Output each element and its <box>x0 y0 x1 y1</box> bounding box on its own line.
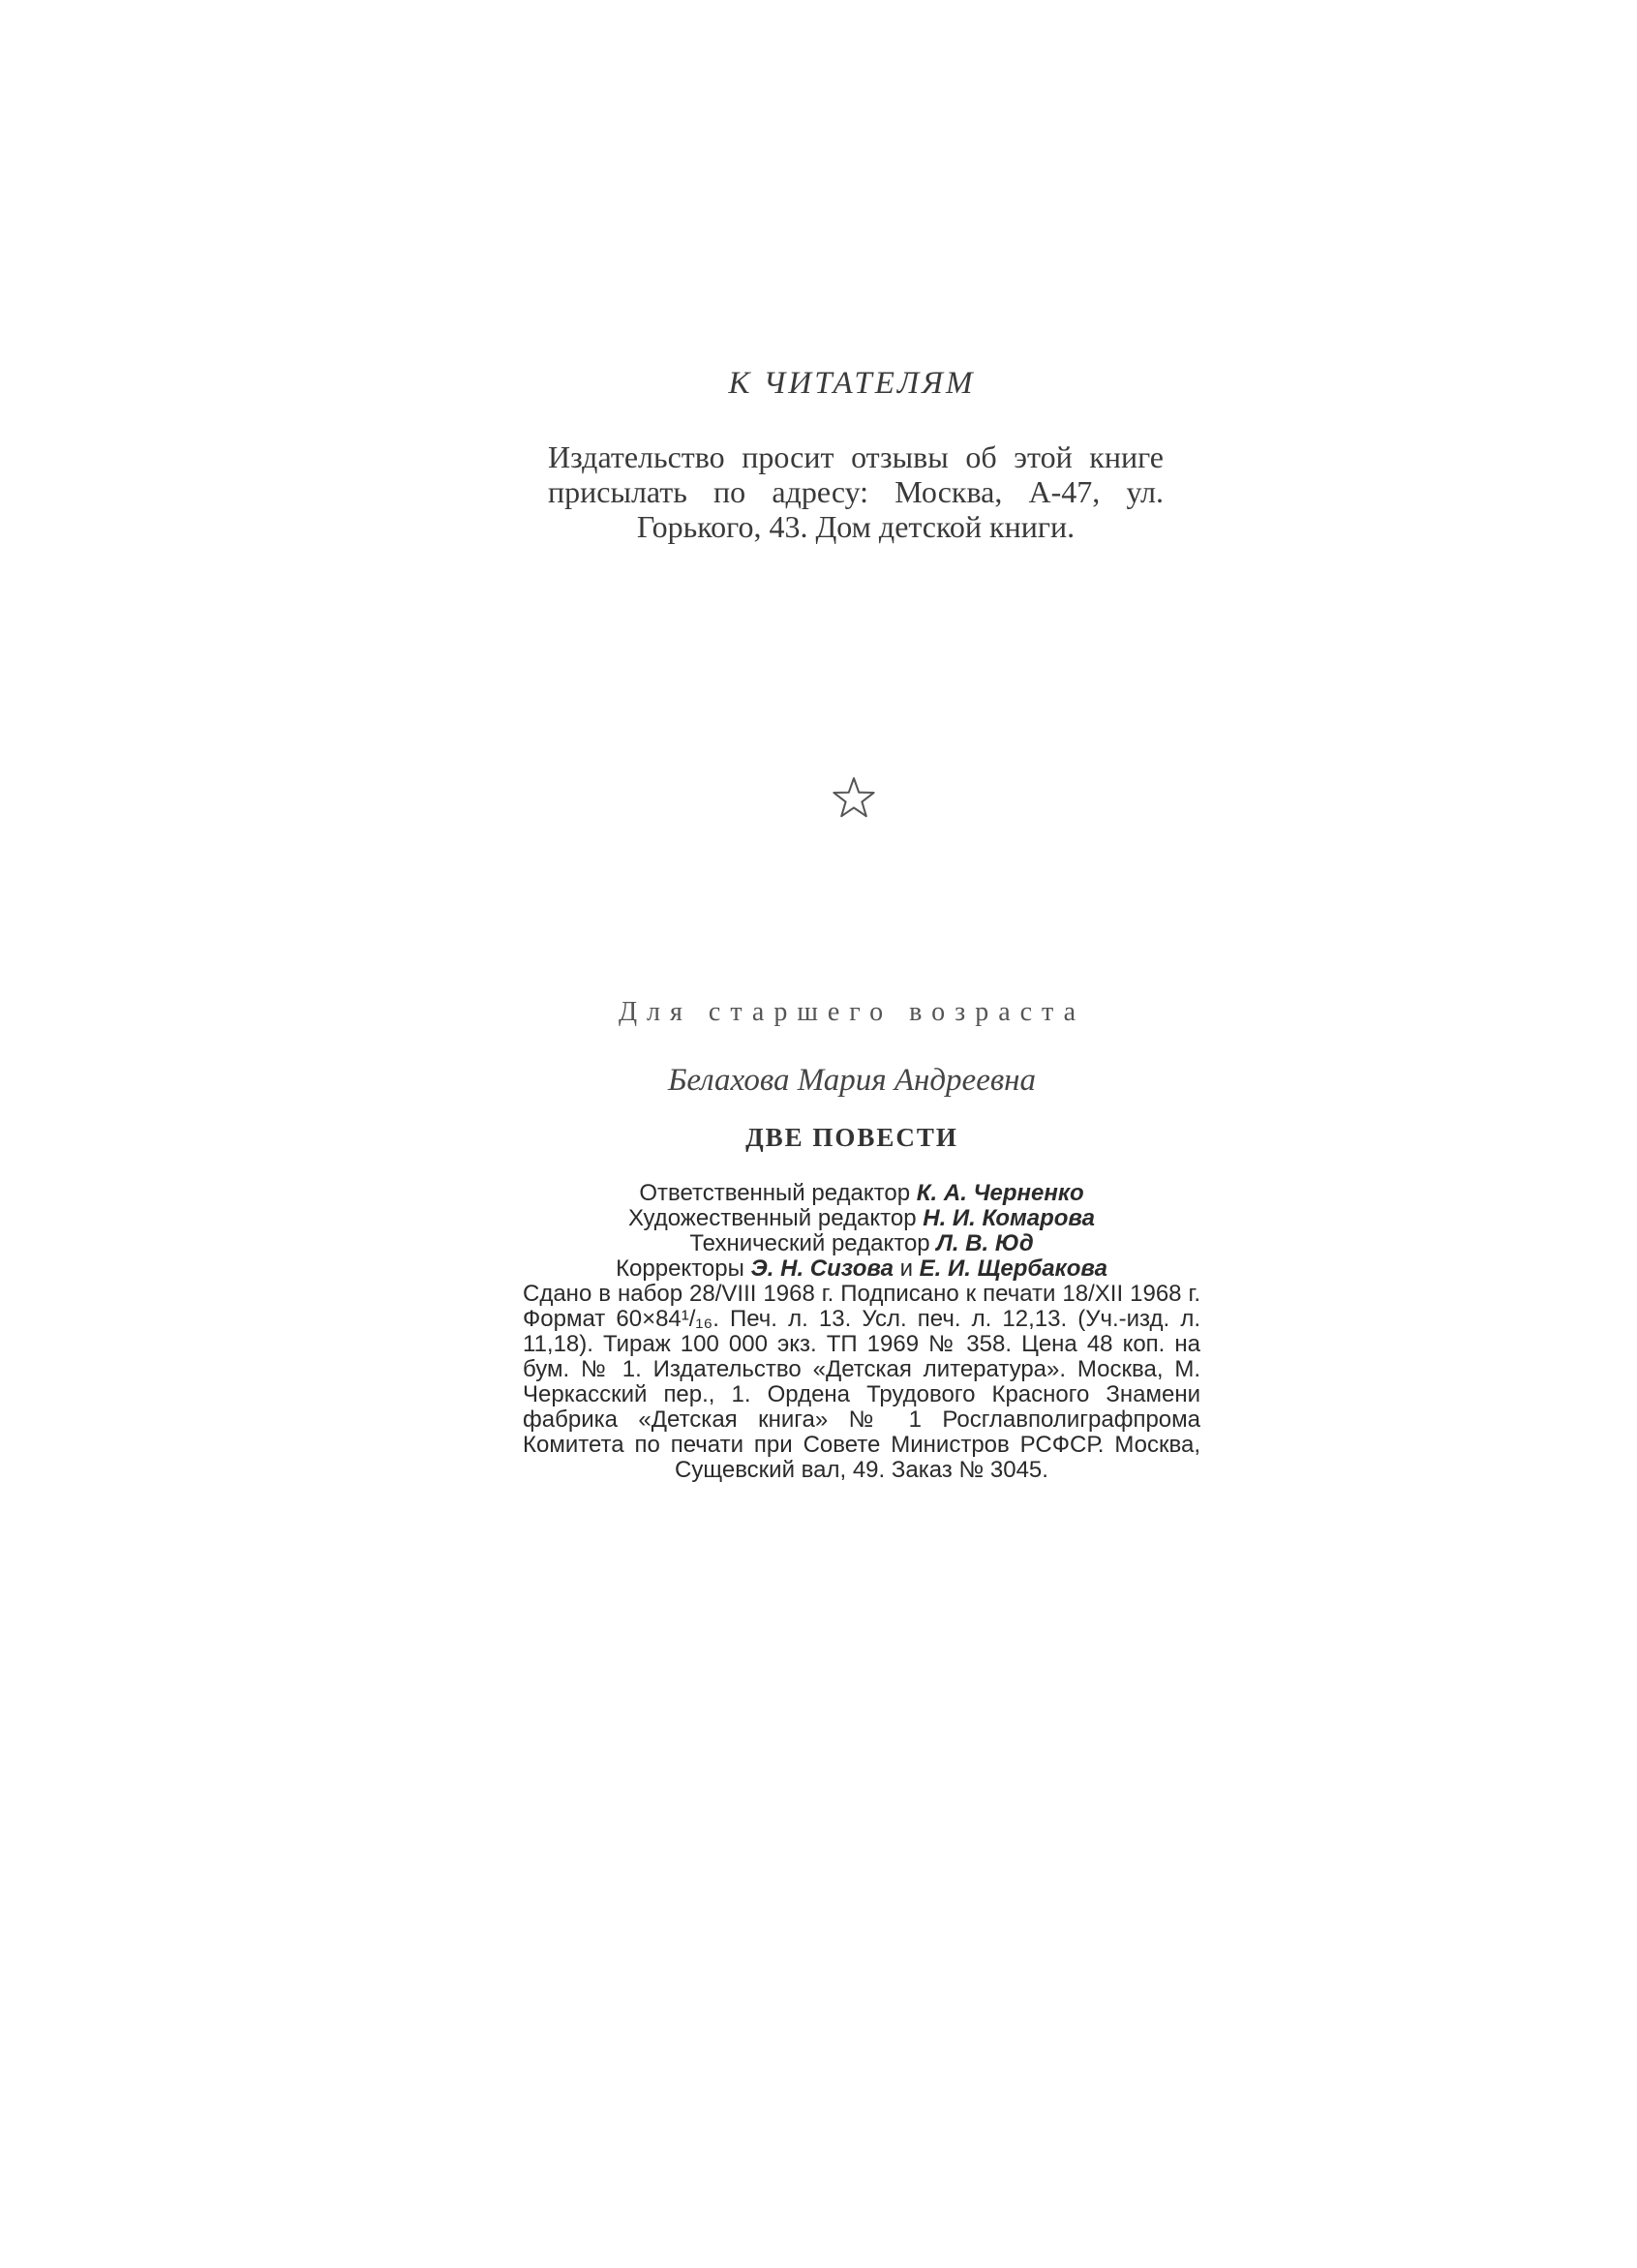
credit-line-technical-editor <box>523 1231 1200 1256</box>
credit-role: Ответственный редактор <box>639 1180 911 1206</box>
credit-name: Н. И. Комарова <box>923 1205 1095 1231</box>
credit-name: К. А. Черненко <box>916 1180 1084 1206</box>
readers-heading: К ЧИТАТЕЛЯМ <box>728 366 976 401</box>
credit-name-second: Е. И. Щербакова <box>919 1255 1107 1282</box>
colophon <box>523 1181 1200 1483</box>
credit-line-responsible-editor <box>523 1181 1200 1206</box>
credit-name: Э. Н. Сизова <box>750 1255 894 1282</box>
credit-role: Технический редактор <box>689 1230 930 1256</box>
author-name: Белахова Мария Андреевна <box>667 1063 1037 1098</box>
credit-role: Корректоры <box>616 1255 744 1282</box>
star-outline-icon <box>831 774 877 821</box>
age-group-note: Для старшего возраста <box>618 997 1086 1027</box>
credit-name: Л. В. Юд <box>936 1230 1034 1256</box>
credit-line-proofreaders <box>523 1256 1200 1282</box>
book-title: ДВЕ ПОВЕСТИ <box>745 1123 958 1152</box>
readers-address-note: Издательство просит отзывы об этой книге присылать по адресу: Москва, А-47, ул. Горького, 43. Дом детской книги. <box>548 439 1164 544</box>
imprint-details: Сдано в набор 28/VIII 1968 г. Подписано к печати 18/XII 1968 г. Формат 60×84¹/₁₆. Печ. л. 13. Усл. печ. л. 12,13. (Уч.-изд. л. 11,18). Тираж 100 000 экз. ТП 1969 № 358. Цена 48 коп. на бум. № 1. Издательство «Детская литература». Москва, М. Черкасский пер., 1. Ордена Трудового Красного Знамени фабрика «Детская книга» № 1 Росглавполиграфпрома Комитета по печати при Совете Министров РСФСР. Москва, Сущевский вал, 49. Заказ № 3045. <box>523 1281 1200 1483</box>
credit-role: Художественный редактор <box>628 1205 917 1231</box>
credit-line-art-editor <box>523 1206 1200 1231</box>
credit-joiner: и <box>899 1255 913 1282</box>
